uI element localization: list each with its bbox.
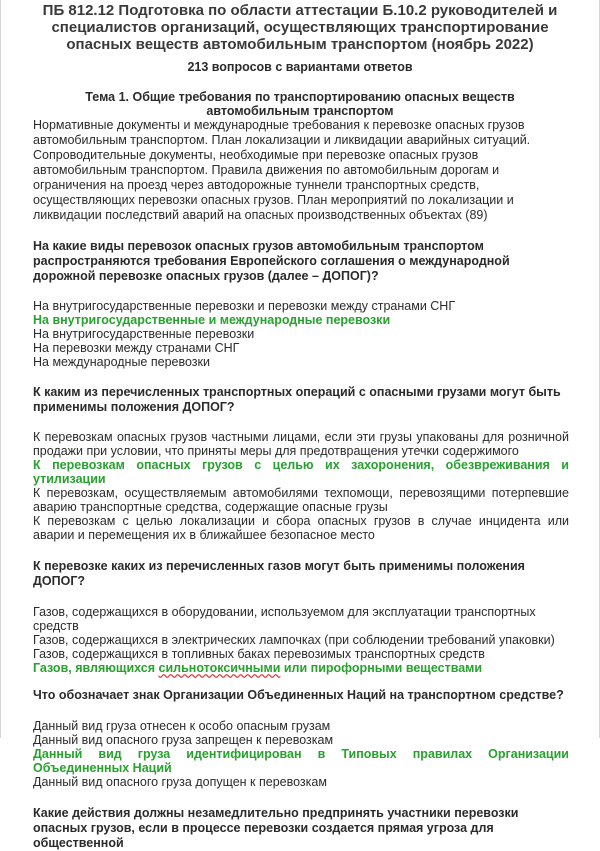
answer-option: Газов, содержащихся в электрических лампочках (при соблюдении требований упаковки)	[33, 633, 555, 647]
question-4: Что обозначает знак Организации Объединенных Наций на транспортном средстве?	[33, 688, 564, 702]
answer-option: Газов, содержащихся в оборудовании, используемом для эксплуатации транспортных средств	[33, 605, 536, 633]
answer-option: На внутригосударственные перевозки	[33, 327, 255, 341]
topic-title: Тема 1. Общие требования по транспортированию опасных веществ автомобильным транспортом	[85, 90, 515, 118]
answer-list-3	[33, 605, 569, 675]
correct-answer: На внутригосударственные и международные перевозки	[33, 313, 391, 327]
answer-text-end: или пирофорными веществами	[280, 661, 483, 675]
answer-option: Данный вид опасного груза запрещен к перевозкам	[33, 733, 334, 747]
answer-option: К перевозкам с целью локализации и сбора опасных грузов в случае инцидента или аварии и перемещения их в ближайшее безопасное место	[33, 514, 569, 542]
answer-list-1	[33, 299, 569, 369]
answer-option: Газов, содержащихся в топливных баках перевозимых транспортных средств	[33, 647, 485, 661]
correct-answer: Данный вид груза идентифицирован в Типовых правилах Организации Объединенных Наций	[33, 747, 569, 775]
document-title: ПБ 812.12 Подготовка по области аттестации Б.10.2 руководителей и специалистов организаций, осуществляющих транспортирование опасных веществ автомобильным транспортом (ноябрь 2022)	[42, 2, 558, 53]
question-2: К каким из перечисленных транспортных операций с опасными грузами могут быть применимы положения ДОПОГ?	[33, 385, 561, 414]
answer-option: К перевозкам опасных грузов частными лицами, если эти грузы упакованы для розничной продажи при условии, что приняты меры для предотвращения утечки содержимого	[33, 430, 569, 458]
spellcheck-marked-word: сильнотоксичными	[158, 661, 281, 675]
answer-option: Данный вид груза отнесен к особо опасным грузам	[33, 719, 331, 733]
answer-option: Данный вид опасного груза допущен к перевозкам	[33, 775, 327, 789]
answer-option: На перевозки между странами СНГ	[33, 341, 240, 355]
question-5: Какие действия должны незамедлительно предпринять участники перевозки опасных грузов, если в процессе перевозки создается прямая угроза для общественной	[33, 806, 519, 850]
answer-text-start: Газов, являющихся	[33, 661, 159, 675]
question-1: На какие виды перевозок опасных грузов автомобильным транспортом распространяются требования Европейского соглашения о международной дорожной перевозке опасных грузов (далее – ДОПОГ)?	[33, 239, 510, 283]
correct-answer	[33, 661, 569, 675]
document-subtitle: 213 вопросов с вариантами ответов	[187, 60, 413, 74]
answer-list-4	[33, 719, 569, 789]
correct-answer: К перевозкам опасных грузов с целью их захоронения, обезвреживания и утилизации	[33, 458, 569, 486]
answer-option: На международные перевозки	[33, 355, 210, 369]
topic-description: Нормативные документы и международные требования к перевозке опасных грузов автомобильным транспортом. План локализации и ликвидации аварийных ситуаций. Сопроводительные документы, необходимые при перевозке опасных грузов автомобильным транспортом. Правила движения по автомобильным дорогам и ограничения на проезд через автодорожные туннели транспортных средств, осуществляющих перевозки опасных грузов. План мероприятий по локализации и ликвидации последствий аварий на опасных производственных объектах (89)	[33, 118, 531, 222]
question-3: К перевозке каких из перечисленных газов могут быть применимы положения ДОПОГ?	[33, 559, 525, 588]
answer-list-2	[33, 430, 569, 542]
answer-option: На внутригосударственные перевозки и перевозки между странами СНГ	[33, 299, 456, 313]
answer-option: К перевозкам, осуществляемым автомобилями техпомощи, перевозящими потерпевшие аварию транспортные средства, содержащие опасные грузы	[33, 486, 569, 514]
